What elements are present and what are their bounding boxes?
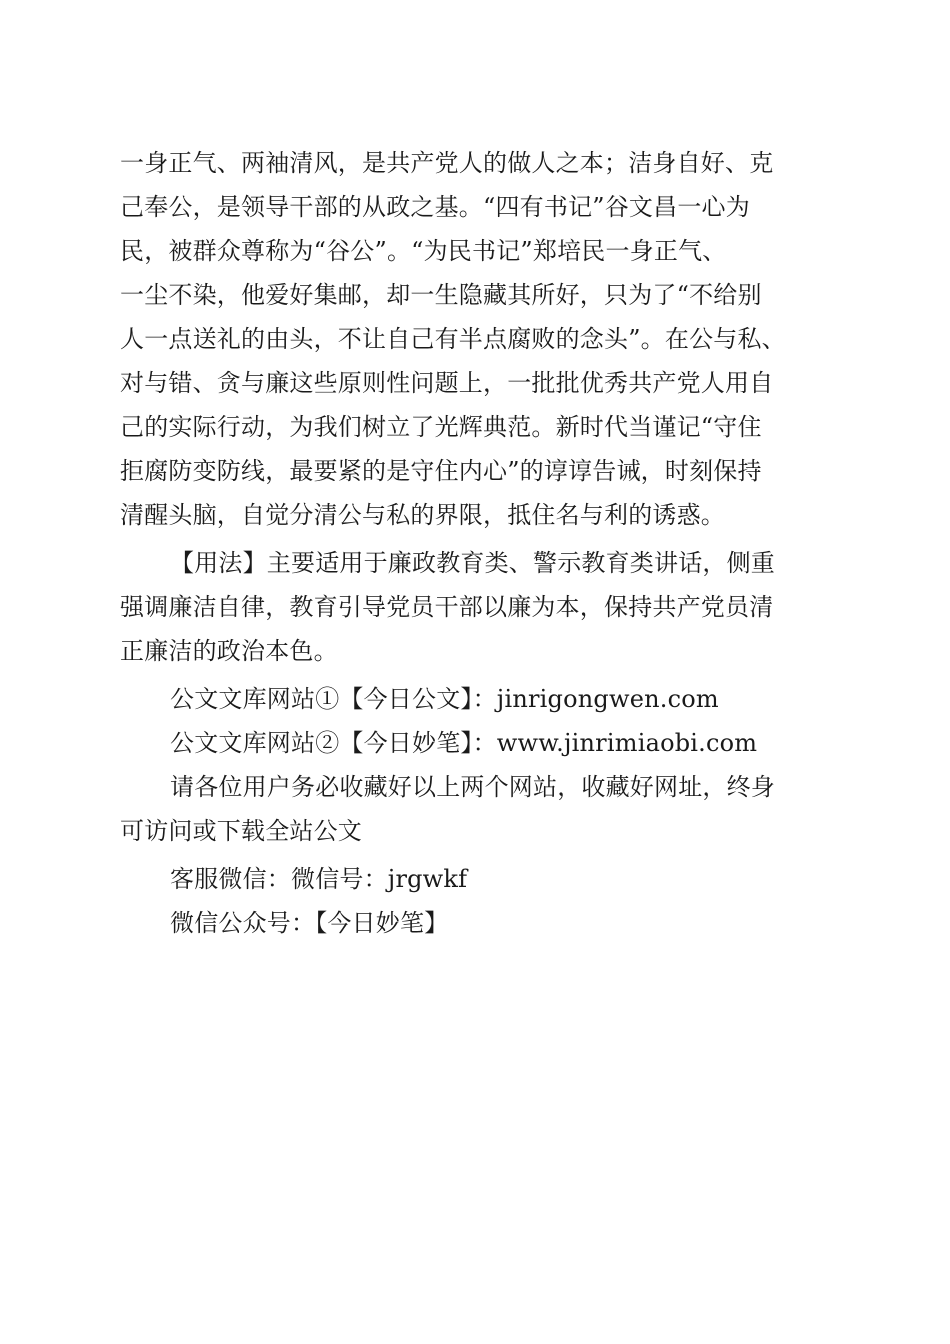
usage-text-line: 正廉洁的政治本色。 <box>120 637 338 665</box>
usage-text-line: 【用法】主要适用于廉政教育类、警示教育类讲话，侧重 <box>170 549 775 577</box>
notice-text-line: 请各位用户务必收藏好以上两个网站，收藏好网址，终身 <box>170 773 775 801</box>
body-text-line: 一尘不染，他爱好集邮，却一生隐藏其所好，只为了“不给别 <box>120 281 762 309</box>
body-text-line: 己的实际行动，为我们树立了光辉典范。新时代当谨记“守住 <box>120 413 762 441</box>
body-text-line: 人一点送礼的由头，不让自己有半点腐败的念头”。在公与私、 <box>120 325 786 353</box>
usage-text-line: 强调廉洁自律，教育引导党员干部以廉为本，保持共产党员清 <box>120 593 774 621</box>
body-text-line: 民，被群众尊称为“谷公”。“为民书记”郑培民一身正气、 <box>120 237 727 265</box>
body-text-line: 拒腐防变防线，最要紧的是守住内心”的谆谆告诫，时刻保持 <box>120 457 762 485</box>
customer-service-wechat: 客服微信：微信号：jrgwkf <box>170 865 468 893</box>
body-text-line: 己奉公，是领导干部的从政之基。“四有书记”谷文昌一心为 <box>120 193 750 221</box>
body-text-line: 一身正气、两袖清风，是共产党人的做人之本；洁身自好、克 <box>120 149 774 177</box>
body-text-line: 清醒头脑，自觉分清公与私的界限，抵住名与利的诱惑。 <box>120 501 725 529</box>
official-account: 微信公众号：【今日妙笔】 <box>170 909 449 937</box>
body-text-line: 对与错、贪与廉这些原则性问题上，一批批优秀共产党人用自 <box>120 369 774 397</box>
notice-text-line: 可访问或下载全站公文 <box>120 817 362 845</box>
site-link-jinrigongwen: 公文文库网站①【今日公文】：jinrigongwen.com <box>170 685 719 713</box>
site-link-jinrimiaobi: 公文文库网站②【今日妙笔】：www.jinrimiaobi.com <box>170 729 758 757</box>
